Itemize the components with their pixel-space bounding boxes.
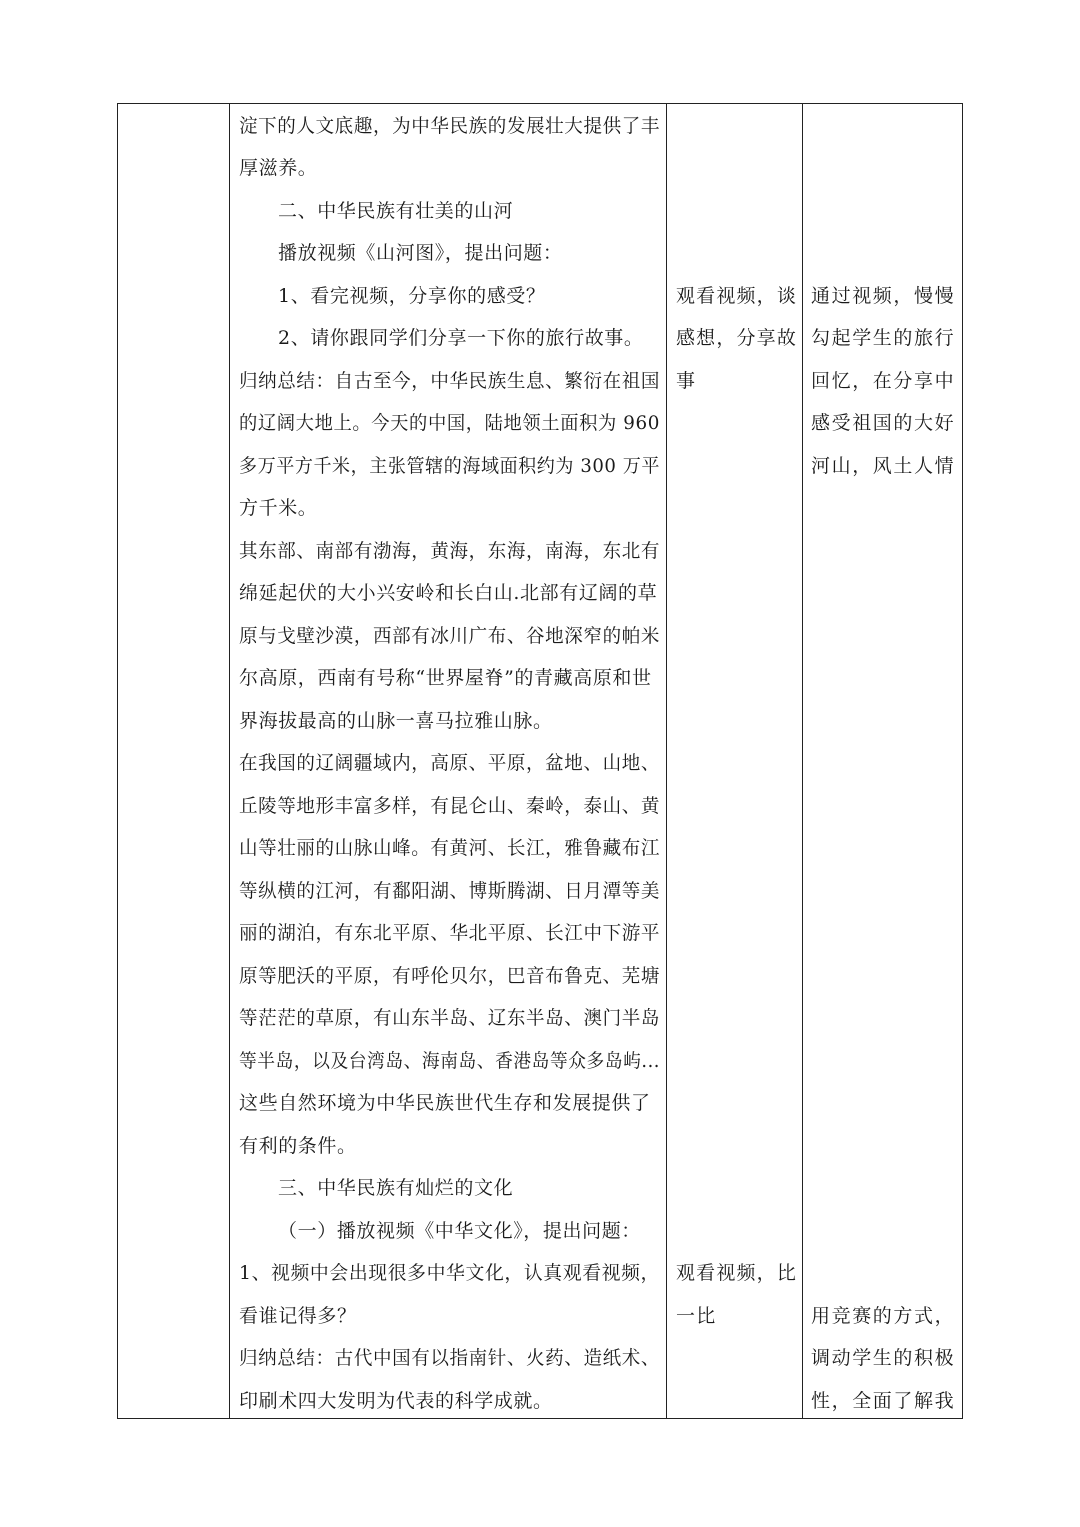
content-line: 播放视频《山河图》，提出问题： [278,242,563,264]
content-line: 归纳总结：自古至今，中华民族生息、繁衍在祖国 [239,370,660,392]
content-line: 丽的湖泊，有东北平原、华北平原、长江中下游平 [239,922,660,944]
content-line: 等半岛，以及台湾岛、海南岛、香港岛等众多岛屿... [239,1050,660,1072]
section-heading: 三、中华民族有灿烂的文化 [278,1177,514,1199]
content-line: （一）播放视频《中华文化》，提出问题： [278,1220,641,1242]
activity-line: 观看视频，比 [676,1262,797,1284]
activity-line: 一比 [676,1305,717,1327]
content-line: 方千米。 [239,497,318,519]
activity-line: 观看视频，谈 [676,285,797,307]
intent-line: 性，全面了解我 [811,1390,956,1412]
content-line: 丘陵等地形丰富多样，有昆仑山、秦岭，泰山、黄 [239,795,660,817]
intent-line: 调动学生的积极 [811,1347,956,1369]
content-line: 印刷术四大发明为代表的科学成就。 [239,1390,553,1412]
intent-line: 用竞赛的方式， [811,1305,956,1327]
question-line: 2、请你跟同学们分享一下你的旅行故事。 [278,327,644,349]
question-line: 1、视频中会出现很多中华文化，认真观看视频， [239,1262,660,1284]
column-divider [229,104,230,1418]
content-line: 原等肥沃的平原，有呼伦贝尔，巴音布鲁克、芜塘 [239,965,660,987]
content-line: 山等壮丽的山脉山峰。有黄河、长江，雅鲁藏布江 [239,837,660,859]
intent-line: 勾起学生的旅行 [811,327,956,349]
question-line: 1、看完视频，分享你的感受？ [278,285,546,307]
content-line: 等茫茫的草原，有山东半岛、辽东半岛、澳门半岛 [239,1007,660,1029]
intent-line: 感受祖国的大好 [811,412,956,434]
activity-line: 感想，分享故 [676,327,797,349]
activity-line: 事 [676,370,697,392]
content-line: 在我国的辽阔疆域内，高原、平原，盆地、山地、 [239,752,660,774]
content-line: 绵延起伏的大小兴安岭和长白山.北部有辽阔的草 [239,582,658,604]
question-line: 看谁记得多？ [239,1305,357,1327]
section-heading: 二、中华民族有壮美的山河 [278,200,514,222]
content-line: 淀下的人文底趣，为中华民族的发展壮大提供了丰 [239,115,660,137]
column-divider [802,104,803,1418]
content-line: 多万平方千米，主张管辖的海域面积约为 300 万平 [239,455,661,477]
content-line: 的辽阔大地上。今天的中国，陆地领土面积为 960 [239,412,660,434]
content-line: 这些自然环境为中华民族世代生存和发展提供了 [239,1092,651,1114]
content-line: 厚滋养。 [239,157,318,179]
column-divider [666,104,667,1418]
content-line: 其东部、南部有渤海，黄海，东海，南海，东北有 [239,540,660,562]
intent-line: 通过视频，慢慢 [811,285,956,307]
content-line: 原与戈壁沙漠，西部有冰川广布、谷地深窄的帕米 [239,625,660,647]
content-line: 有利的条件。 [239,1135,357,1157]
intent-line: 回忆，在分享中 [811,370,956,392]
intent-line: 河山，风土人情 [811,455,956,477]
content-line: 归纳总结：古代中国有以指南针、火药、造纸术、 [239,1347,660,1369]
content-line: 界海拔最高的山脉一喜马拉雅山脉。 [239,710,553,732]
content-line: 尔高原，西南有号称“世界屋脊”的青藏高原和世 [239,667,652,689]
content-line: 等纵横的江河，有鄱阳湖、博斯腾湖、日月潭等美 [239,880,660,902]
